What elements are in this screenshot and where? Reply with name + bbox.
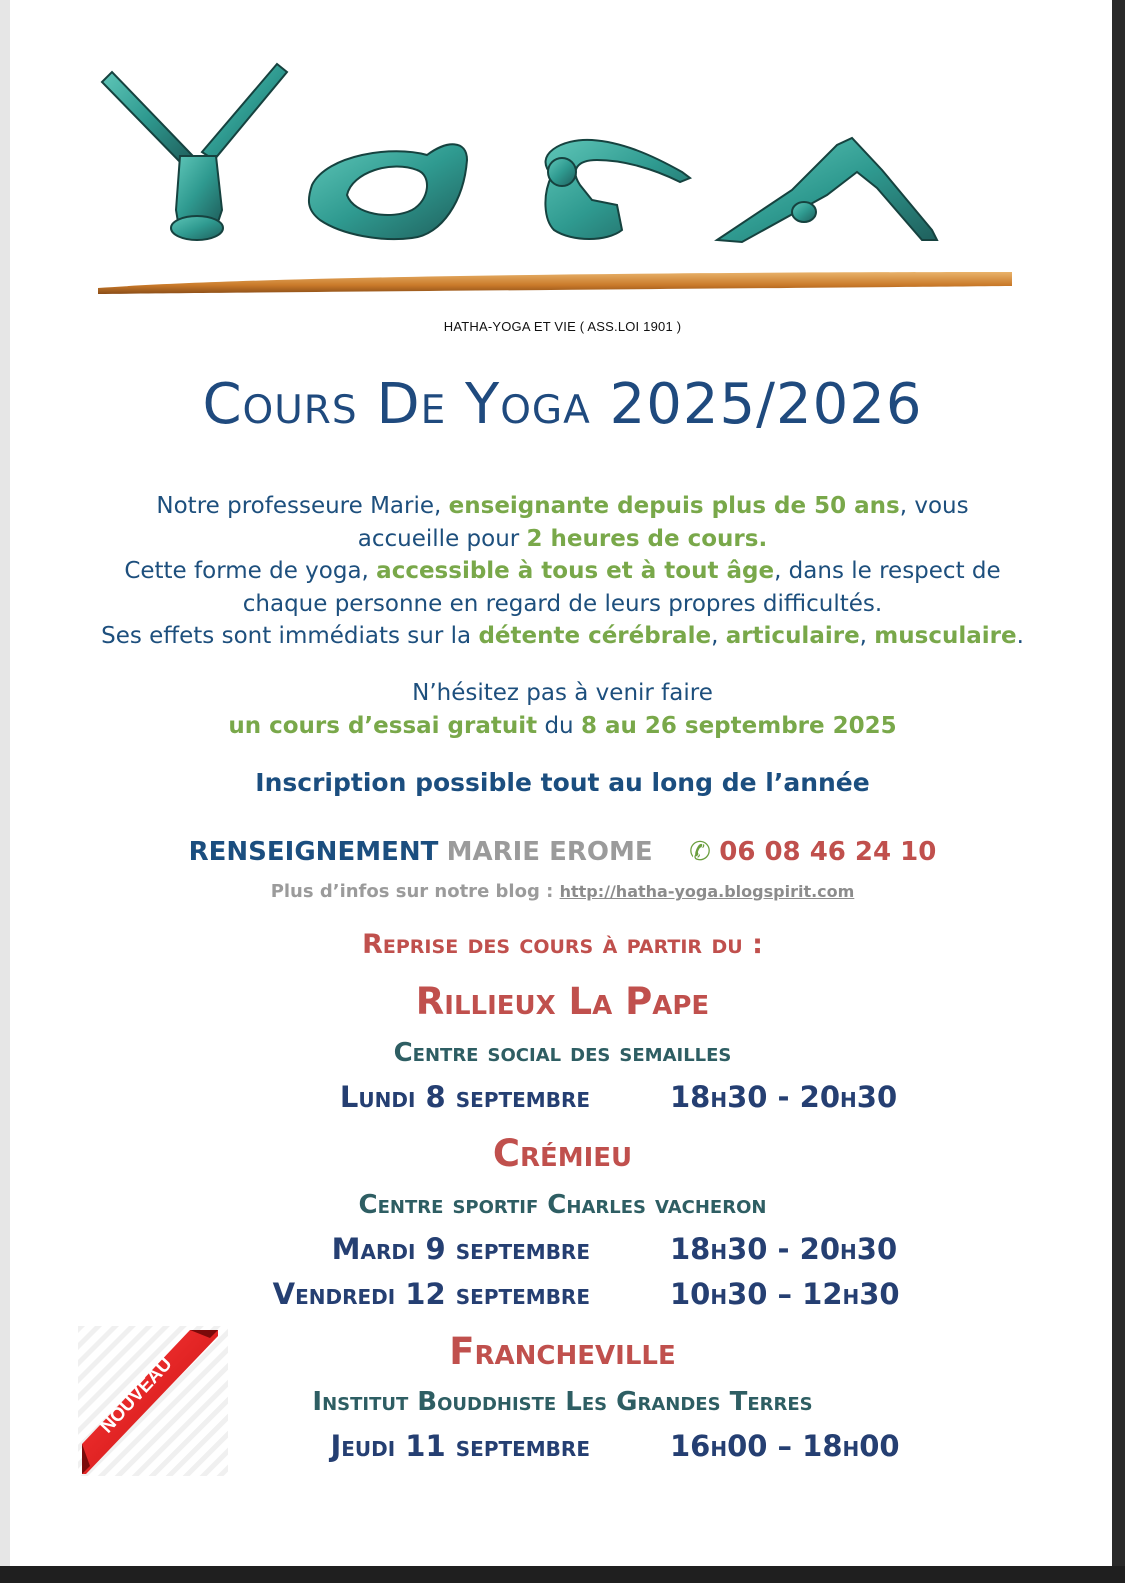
trial-line-2: un cours d’essai gratuit du 8 au 26 septembre 2025 <box>228 712 897 739</box>
intro-line-4: chaque personne en regard de leurs propres difficultés. <box>242 590 883 617</box>
location-venue: Centre sportif Charles vacheron <box>358 1190 767 1220</box>
badge-label: NOUVEAU <box>96 1353 177 1438</box>
trial-line-1: N’hésitez pas à venir faire <box>412 680 713 706</box>
figure-y <box>102 64 287 240</box>
location-venue: Centre social des semailles <box>393 1038 732 1068</box>
session-time: 18h30 - 20h30 <box>670 1232 898 1266</box>
session-day: Jeudi 11 septembre <box>330 1429 590 1463</box>
blog-label: Plus d’infos sur notre blog : <box>270 881 560 902</box>
intro-line-3: Cette forme de yoga, accessible à tous et à tout âge, dans le respect de <box>124 558 1001 584</box>
intro-paragraph <box>0 490 1125 653</box>
location-city: Rillieux La Pape <box>415 980 710 1023</box>
inscription-note: Inscription possible tout au long de l’année <box>255 768 870 797</box>
session-time: 16h00 – 18h00 <box>670 1429 900 1463</box>
yoga-logo <box>92 60 1022 305</box>
session-day: Mardi 9 septembre <box>331 1232 590 1266</box>
location-venue: Institut Bouddhiste Les Grandes Terres <box>312 1387 813 1417</box>
blog-line <box>0 881 1125 902</box>
intro-line-1: Notre professeure Marie, enseignante depuis plus de 50 ans, vous <box>156 493 969 519</box>
intro-line-5: Ses effets sont immédiats sur la détente cérébrale, articulaire, musculaire. <box>101 623 1024 649</box>
association-name: HATHA-YOGA ET VIE ( ASS.LOI 1901 ) <box>443 319 682 334</box>
figure-a <box>717 138 937 242</box>
session-day: Vendredi 12 septembre <box>272 1277 590 1311</box>
contact-label: RENSEIGNEMENT <box>188 837 439 867</box>
contact-line <box>0 837 1125 867</box>
page-title: Cours De Yoga 2025/2026 <box>202 372 923 437</box>
phone-icon: ✆ <box>689 837 711 867</box>
contact-name: MARIE EROME <box>446 837 653 867</box>
yoga-mat <box>98 272 1012 294</box>
figure-g <box>545 140 690 239</box>
session-time: 18h30 - 20h30 <box>670 1080 898 1114</box>
bottom-bar <box>0 1566 1125 1583</box>
figure-o <box>309 144 467 239</box>
location-city: Crémieu <box>492 1132 633 1175</box>
trial-paragraph <box>0 677 1125 742</box>
session-day: Lundi 8 septembre <box>339 1080 590 1114</box>
intro-line-2: accueille pour 2 heures de cours. <box>357 525 768 552</box>
nouveau-ribbon-badge <box>78 1326 228 1476</box>
location-city: Francheville <box>449 1330 676 1373</box>
contact-phone: 06 08 46 24 10 <box>719 837 937 867</box>
blog-link[interactable]: http://hatha-yoga.blogspirit.com <box>559 882 855 901</box>
session-time: 10h30 – 12h30 <box>670 1277 900 1311</box>
resume-heading: Reprise des cours à partir du : <box>362 929 763 960</box>
